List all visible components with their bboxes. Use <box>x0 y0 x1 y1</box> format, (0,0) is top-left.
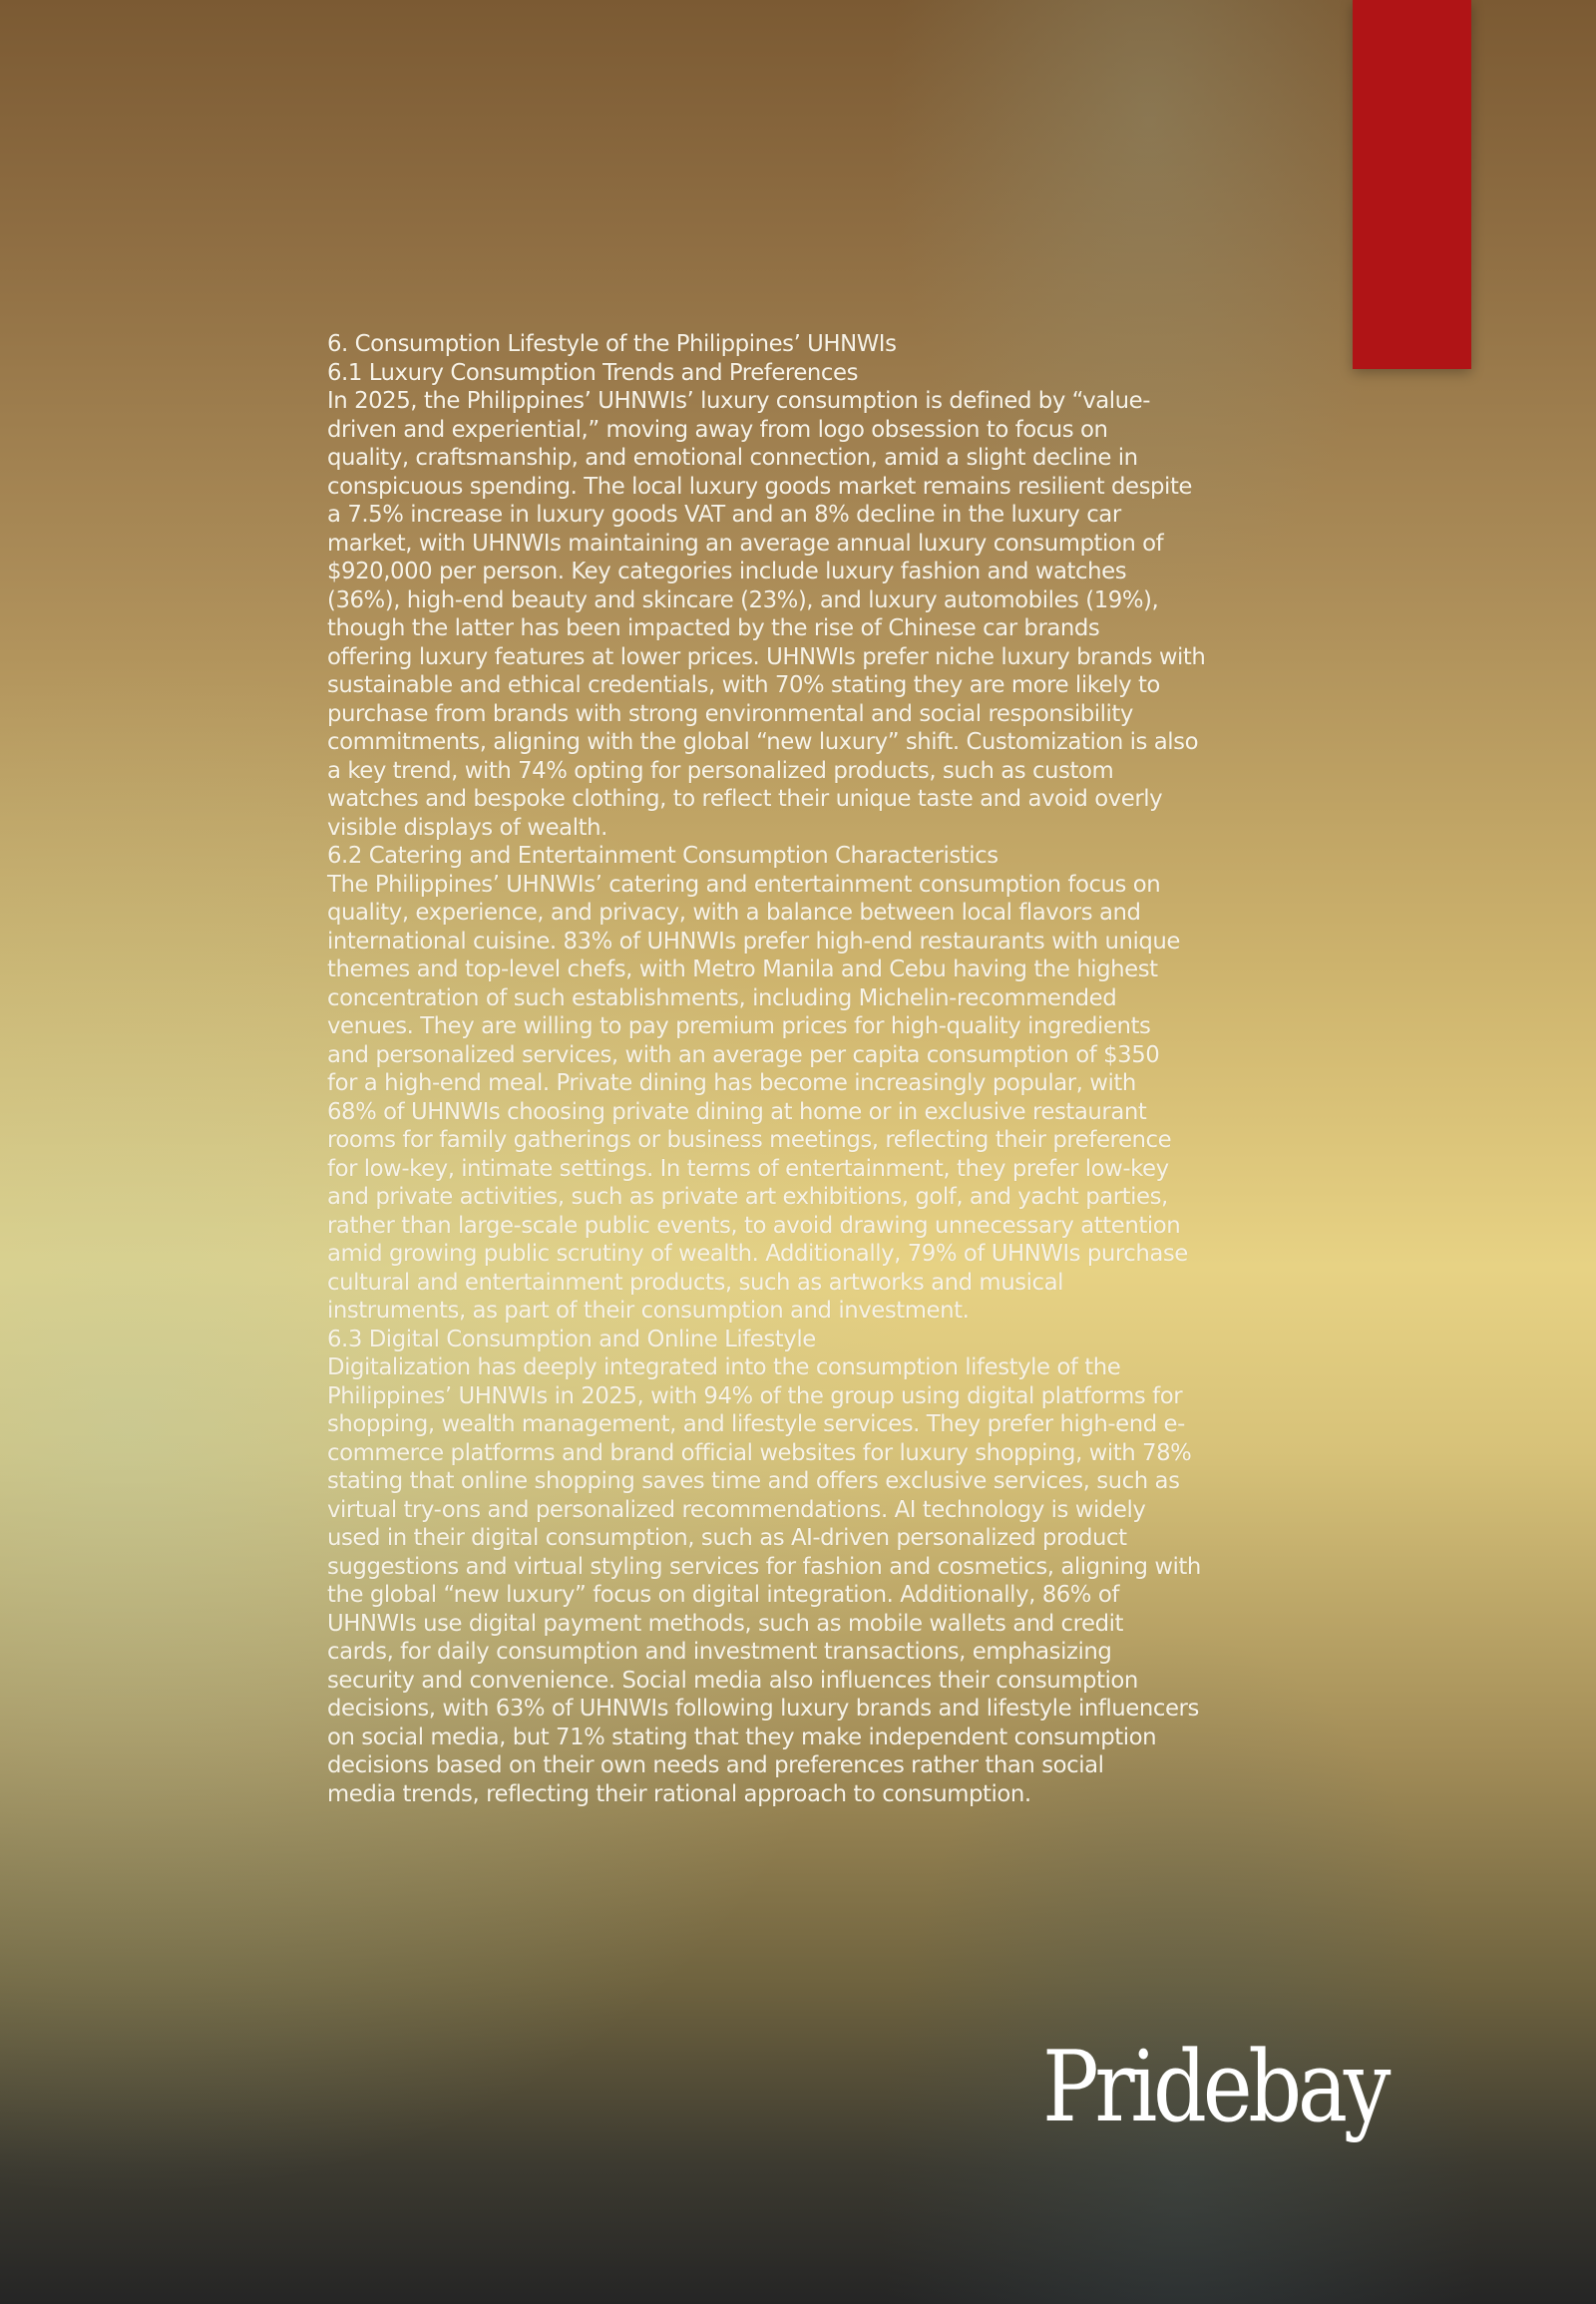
paragraph-line: visible displays of wealth. <box>327 814 607 841</box>
paragraph-line: though the latter has been impacted by the rise of Chinese car brands <box>327 615 1100 641</box>
paragraph-line: decisions, with 63% of UHNWIs following luxury brands and lifestyle influencers <box>327 1696 1199 1722</box>
paragraph-line: amid growing public scrutiny of wealth. Additionally, 79% of UHNWIs purchase <box>327 1241 1188 1267</box>
paragraph-line: driven and experiential,” moving away from logo obsession to focus on <box>327 416 1108 443</box>
paragraph-line: 68% of UHNWIs choosing private dining at home or in exclusive restaurant <box>327 1098 1147 1125</box>
paragraph-line: a key trend, with 74% opting for personalized products, such as custom <box>327 757 1114 784</box>
paragraph-line: quality, craftsmanship, and emotional connection, amid a slight decline in <box>327 445 1138 471</box>
paragraph-line: commerce platforms and brand official websites for luxury shopping, with 78% <box>327 1439 1192 1466</box>
document-body <box>327 330 1245 1808</box>
paragraph-line: The Philippines’ UHNWIs’ catering and entertainment consumption focus on <box>327 871 1161 898</box>
paragraph-line: used in their digital consumption, such as AI-driven personalized product <box>327 1525 1127 1551</box>
paragraph-line: purchase from brands with strong environmental and social responsibility <box>327 700 1133 727</box>
paragraph-line: cards, for daily consumption and investment transactions, emphasizing <box>327 1639 1112 1665</box>
paragraph-line: for a high-end meal. Private dining has become increasingly popular, with <box>327 1070 1136 1096</box>
paragraph-line: on social media, but 71% stating that they make independent consumption <box>327 1724 1157 1750</box>
paragraph-line: a 7.5% increase in luxury goods VAT and an 8% decline in the luxury car <box>327 502 1121 528</box>
paragraph-line: $920,000 per person. Key categories include luxury fashion and watches <box>327 559 1127 584</box>
paragraph-line: media trends, reflecting their rational approach to consumption. <box>327 1780 1031 1807</box>
paragraph-line: quality, experience, and privacy, with a balance between local flavors and <box>327 900 1141 926</box>
subsection-title: 6.1 Luxury Consumption Trends and Preferences <box>327 359 859 386</box>
paragraph-line: rooms for family gatherings or business meetings, reflecting their preference <box>327 1127 1172 1153</box>
paragraph-line: suggestions and virtual styling services for fashion and cosmetics, aligning with <box>327 1553 1201 1580</box>
paragraph-line: (36%), high-end beauty and skincare (23%), and luxury automobiles (19%), <box>327 586 1159 613</box>
paragraph-line: and private activities, such as private art exhibitions, golf, and yacht parties, <box>327 1184 1168 1210</box>
paragraph-line: cultural and entertainment products, such as artworks and musical <box>327 1269 1063 1296</box>
paragraph-line: offering luxury features at lower prices. UHNWIs prefer niche luxury brands with <box>327 643 1206 670</box>
paragraph-line: international cuisine. 83% of UHNWIs prefer high-end restaurants with unique <box>327 928 1180 955</box>
paragraph-line: commitments, aligning with the global “new luxury” shift. Customization is also <box>327 729 1199 755</box>
paragraph-line: and personalized services, with an average per capita consumption of $350 <box>327 1041 1160 1068</box>
paragraph-line: rather than large-scale public events, to avoid drawing unnecessary attention <box>327 1212 1181 1239</box>
paragraph-line: the global “new luxury” focus on digital integration. Additionally, 86% of <box>327 1582 1119 1608</box>
paragraph-line: watches and bespoke clothing, to reflect their unique taste and avoid overly <box>327 786 1163 812</box>
paragraph-line: venues. They are willing to pay premium prices for high-quality ingredients <box>327 1013 1151 1039</box>
paragraph-line: sustainable and ethical credentials, with 70% stating they are more likely to <box>327 672 1160 698</box>
paragraph-line: UHNWIs use digital payment methods, such as mobile wallets and credit <box>327 1610 1124 1637</box>
paragraph-line: virtual try-ons and personalized recommendations. AI technology is widely <box>327 1496 1146 1523</box>
paragraph-line: shopping, wealth management, and lifestyle services. They prefer high-end e- <box>327 1411 1185 1437</box>
paragraph-line: Digitalization has deeply integrated into the consumption lifestyle of the <box>327 1354 1121 1380</box>
paragraph-line: concentration of such establishments, including Michelin-recommended <box>327 984 1117 1011</box>
section-title: 6. Consumption Lifestyle of the Philippines’ UHNWIs <box>327 331 897 357</box>
paragraph-line: instruments, as part of their consumption and investment. <box>327 1298 970 1324</box>
paragraph-line: themes and top-level chefs, with Metro Manila and Cebu having the highest <box>327 957 1158 982</box>
paragraph-line: for low-key, intimate settings. In terms of entertainment, they prefer low-key <box>327 1155 1169 1182</box>
subsection-title: 6.3 Digital Consumption and Online Lifestyle <box>327 1326 816 1352</box>
paragraph-line: Philippines’ UHNWIs in 2025, with 94% of the group using digital platforms for <box>327 1382 1183 1409</box>
paragraph-line: In 2025, the Philippines’ UHNWIs’ luxury consumption is defined by “value- <box>327 388 1151 414</box>
pridebay-logo: Pridebay <box>1042 2031 1388 2144</box>
paragraph-line: market, with UHNWIs maintaining an average annual luxury consumption of <box>327 530 1164 557</box>
paragraph-line: stating that online shopping saves time and offers exclusive services, such as <box>327 1468 1180 1494</box>
paragraph-line: security and convenience. Social media also influences their consumption <box>327 1667 1138 1694</box>
subsection-title: 6.2 Catering and Entertainment Consumption Characteristics <box>327 843 998 869</box>
red-bookmark-ribbon <box>1353 0 1471 369</box>
paragraph-line: decisions based on their own needs and preferences rather than social <box>327 1752 1104 1778</box>
paragraph-line: conspicuous spending. The local luxury goods market remains resilient despite <box>327 473 1193 500</box>
